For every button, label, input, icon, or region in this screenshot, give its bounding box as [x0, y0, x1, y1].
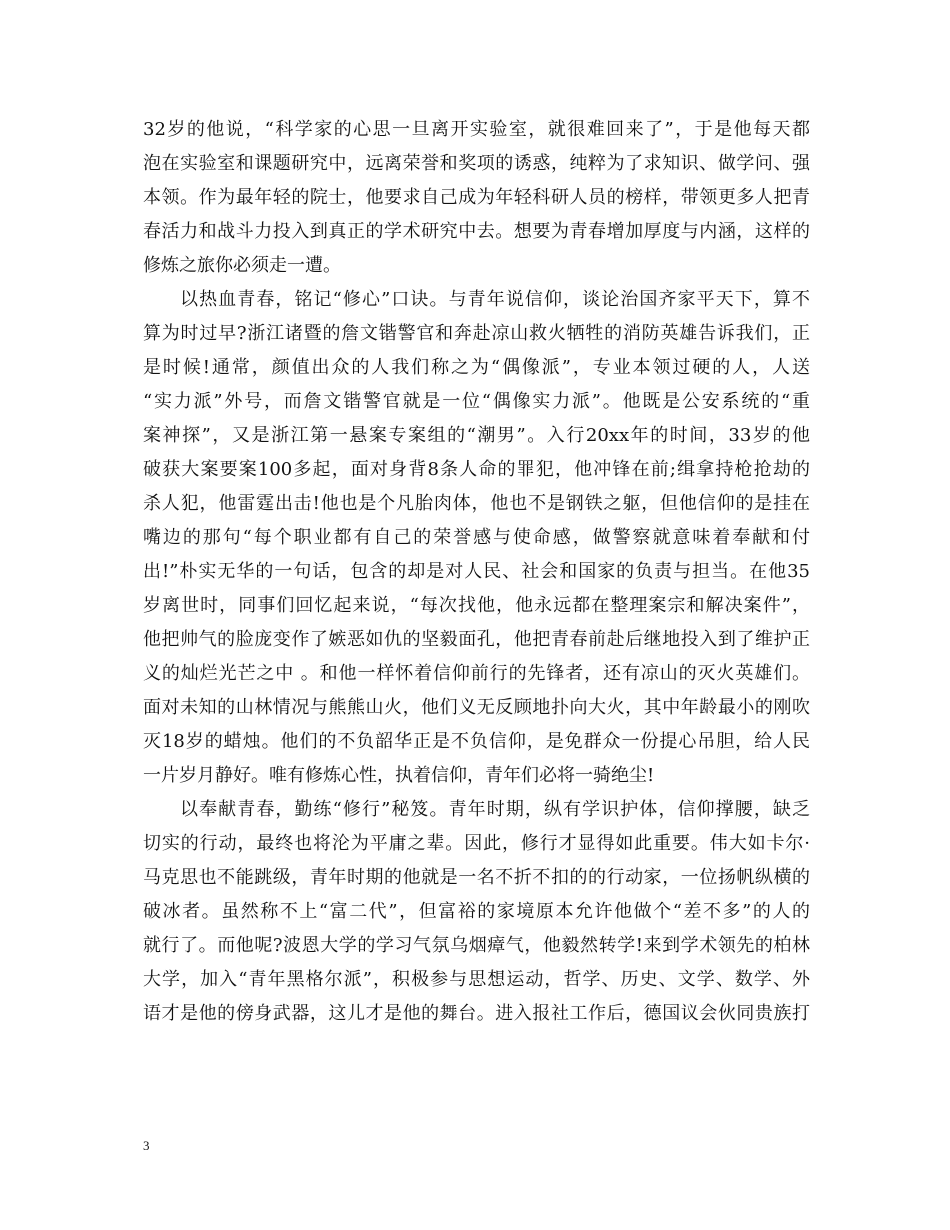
- text-line: 以热血青春，铭记“修心”口诀。与青年说信仰，谈论治国齐家平天下，算不: [180, 289, 810, 310]
- text-line: 他把帅气的脸庞变作了嫉恶如仇的坚毅面孔，他把青春前赴后继地投入到了维护正: [143, 629, 810, 650]
- text-line: 切实的行动，最终也将沦为平庸之辈。因此，修行才显得如此重要。伟大如卡尔·: [143, 833, 810, 854]
- text-line: 泡在实验室和课题研究中，远离荣誉和奖项的诱惑，纯粹为了求知识、做学问、强: [143, 153, 810, 174]
- page-number: 3: [143, 1138, 150, 1153]
- text-line: 32岁的他说，“科学家的心思一旦离开实验室，就很难回来了”，于是他每天都: [143, 119, 810, 140]
- text-line: 本领。作为最年轻的院士，他要求自己成为年轻科研人员的榜样，带领更多人把青: [143, 187, 810, 208]
- text-line: 马克思也不能跳级，青年时期的他就是一名不折不扣的的行动家，一位扬帆纵横的: [143, 867, 810, 888]
- text-line: 一片岁月静好。唯有修炼心性，执着信仰，青年们必将一骑绝尘!: [143, 765, 655, 786]
- paragraph-3: [143, 793, 810, 1031]
- text-line: 破获大案要案100多起，面对身背8条人命的罪犯，他冲锋在前;缉拿持枪抢劫的: [143, 459, 810, 480]
- text-line: 杀人犯，他雷霆出击!他也是个凡胎肉体，他也不是钢铁之躯，但他信仰的是挂在: [143, 493, 810, 514]
- document-body: [143, 113, 810, 1031]
- text-line: 嘴边的那句“每个职业都有自己的荣誉感与使命感，做警察就意味着奉献和付: [143, 527, 810, 548]
- text-line: 破冰者。虽然称不上“富二代”，但富裕的家境原本允许他做个“差不多”的人的: [143, 901, 810, 922]
- text-line: 以奉献青春，勤练“修行”秘笈。青年时期，纵有学识护体，信仰撑腰，缺乏: [180, 799, 810, 820]
- text-line: 语才是他的傍身武器，这儿才是他的舞台。进入报社工作后，德国议会伙同贵族打: [143, 1003, 810, 1024]
- text-line: “实力派”外号，而詹文锴警官就是一位“偶像实力派”。他既是公安系统的“重: [143, 391, 810, 412]
- text-line: 大学，加入“青年黑格尔派”，积极参与思想运动，哲学、历史、文学、数学、外: [143, 969, 810, 990]
- text-line: 出!”朴实无华的一句话，包含的却是对人民、社会和国家的负责与担当。在他35: [143, 561, 810, 582]
- text-line: 是时候!通常，颜值出众的人我们称之为“偶像派”，专业本领过硬的人，人送: [143, 357, 810, 378]
- text-line: 修炼之旅你必须走一遭。: [143, 255, 341, 276]
- text-line: 义的灿烂光芒之中 。和他一样怀着信仰前行的先锋者，还有凉山的灭火英雄们。: [143, 663, 810, 684]
- text-line: 灭18岁的蜡烛。他们的不负韶华正是不负信仰，是免群众一份提心吊胆，给人民: [143, 731, 810, 752]
- text-line: 岁离世时，同事们回忆起来说，“每次找他，他永远都在整理案宗和解决案件”，: [143, 595, 810, 616]
- paragraph-2: [143, 283, 810, 793]
- text-line: 春活力和战斗力投入到真正的学术研究中去。想要为青春增加厚度与内涵，这样的: [143, 221, 810, 242]
- paragraph-1: [143, 113, 810, 283]
- text-line: 就行了。而他呢?波恩大学的学习气氛乌烟瘴气，他毅然转学!来到学术领先的柏林: [143, 935, 810, 956]
- text-line: 算为时过早?浙江诸暨的詹文锴警官和奔赴凉山救火牺牲的消防英雄告诉我们，正: [143, 323, 810, 344]
- text-line: 案神探”，又是浙江第一悬案专案组的“潮男”。入行20xx年的时间，33岁的他: [143, 425, 810, 446]
- text-line: 面对未知的山林情况与熊熊山火，他们义无反顾地扑向大火，其中年龄最小的刚吹: [143, 697, 810, 718]
